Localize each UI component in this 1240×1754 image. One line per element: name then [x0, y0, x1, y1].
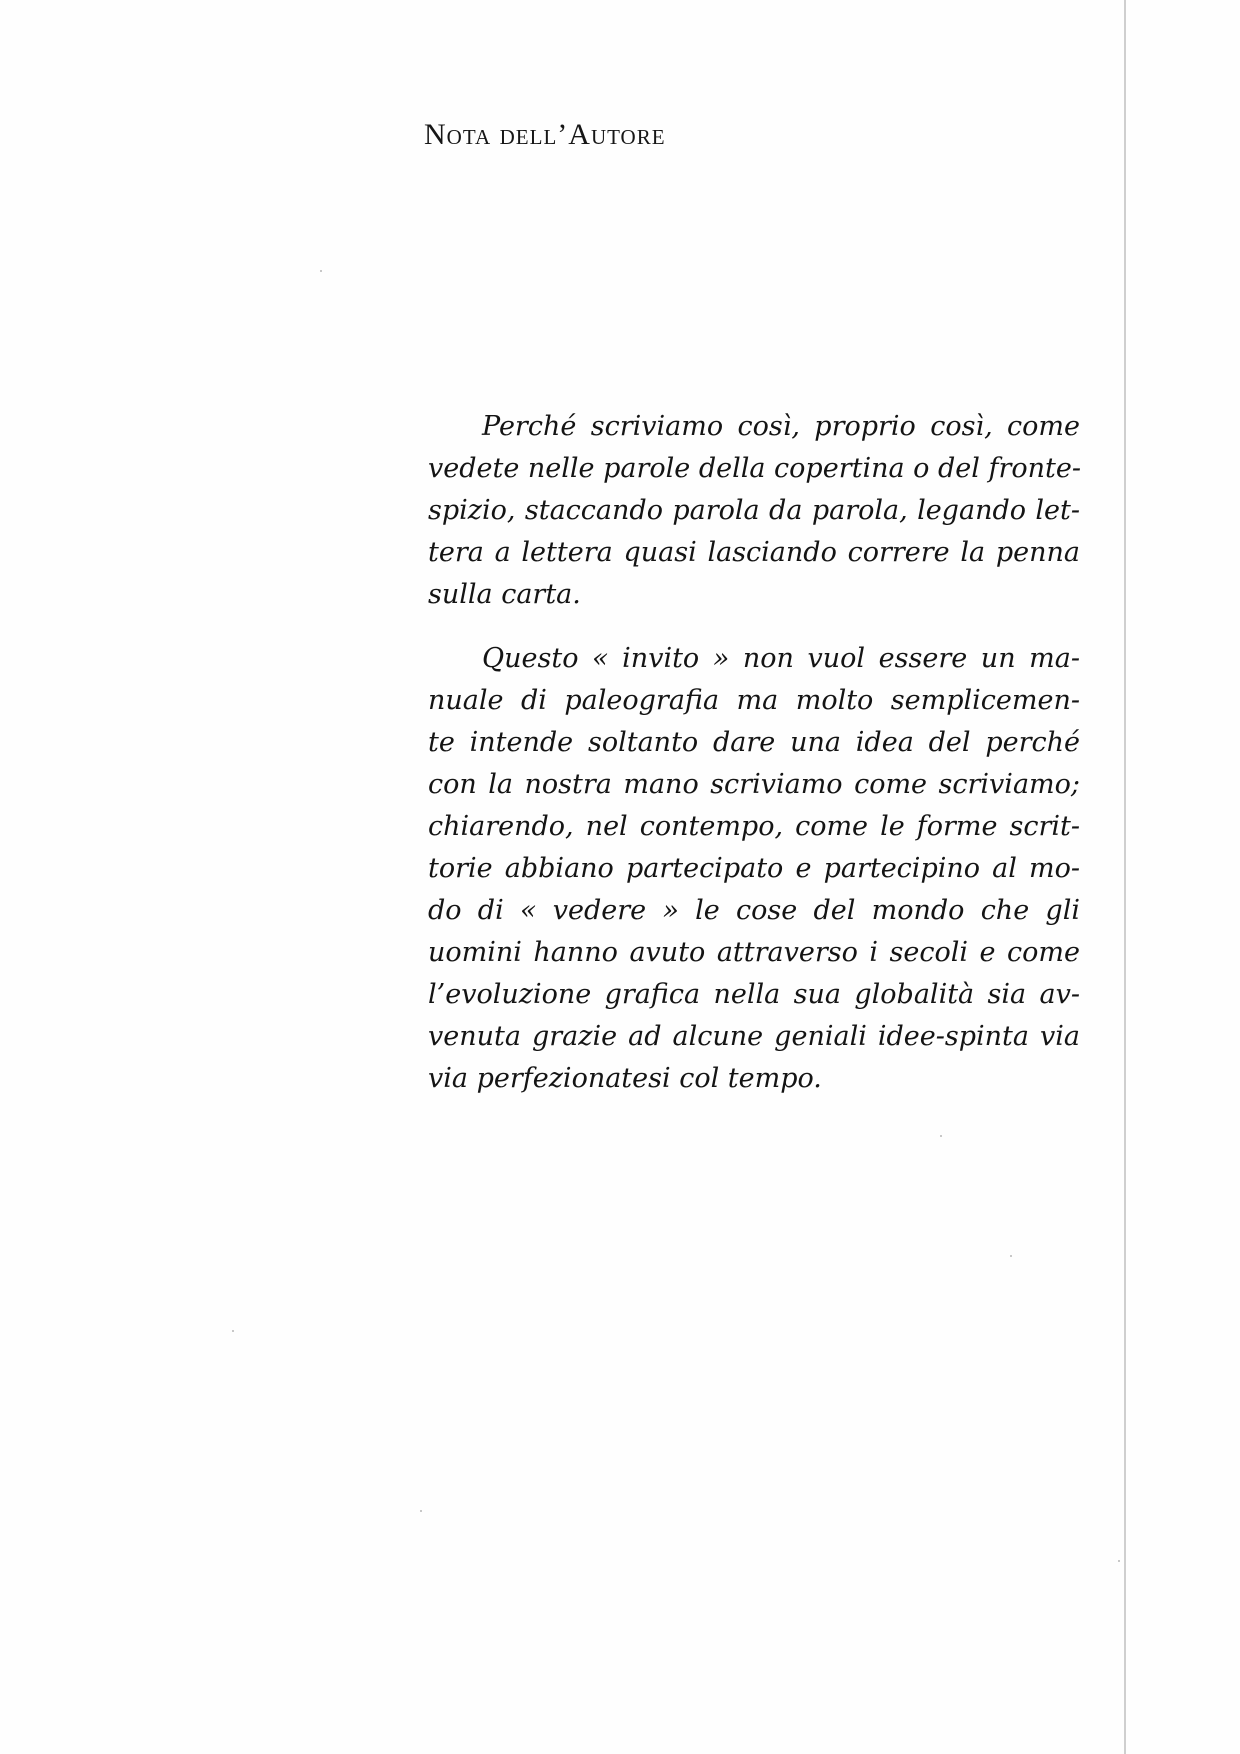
text-line: nuale di paleografia ma molto semplicemen-	[428, 685, 1080, 716]
text-line: Perché scriviamo così, proprio così, come	[482, 411, 1080, 442]
text-line: via perfezionatesi col tempo.	[428, 1063, 822, 1094]
text-line: con la nostra mano scriviamo come scriviamo;	[428, 769, 1080, 800]
text-line: vedete nelle parole della copertina o del fronte-	[428, 453, 1081, 484]
text-line: spizio, staccando parola da parola, legando let-	[428, 495, 1080, 526]
scan-speck	[1010, 1255, 1012, 1257]
body-text	[428, 406, 1080, 1100]
text-line: chiarendo, nel contempo, come le forme scrit-	[428, 811, 1080, 842]
text-line: l’evoluzione grafica nella sua globalità sia av-	[428, 979, 1080, 1010]
paragraph-2	[428, 638, 1080, 1100]
text-line: tera a lettera quasi lasciando correre la penna	[428, 537, 1080, 568]
scan-speck	[420, 1510, 422, 1512]
text-line: torie abbiano partecipato e partecipino al mo-	[428, 853, 1080, 884]
text-line: sulla carta.	[428, 579, 581, 610]
text-line: venuta grazie ad alcune geniali idee-spinta via	[428, 1021, 1080, 1052]
scan-speck	[232, 1330, 234, 1332]
text-line: Questo « invito » non vuol essere un ma-	[482, 643, 1080, 674]
scan-speck	[320, 270, 322, 272]
text-line: do di « vedere » le cose del mondo che gli	[428, 895, 1080, 926]
section-heading: Nota dell’Autore	[424, 118, 666, 151]
scan-speck	[1118, 1560, 1120, 1562]
scan-speck	[940, 1135, 942, 1137]
text-line: uomini hanno avuto attraverso i secoli e come	[428, 937, 1080, 968]
page-edge-line	[1124, 0, 1126, 1754]
paragraph-1	[428, 406, 1080, 616]
paragraph-gap	[428, 616, 1080, 638]
text-line: te intende soltanto dare una idea del perché	[428, 727, 1080, 758]
